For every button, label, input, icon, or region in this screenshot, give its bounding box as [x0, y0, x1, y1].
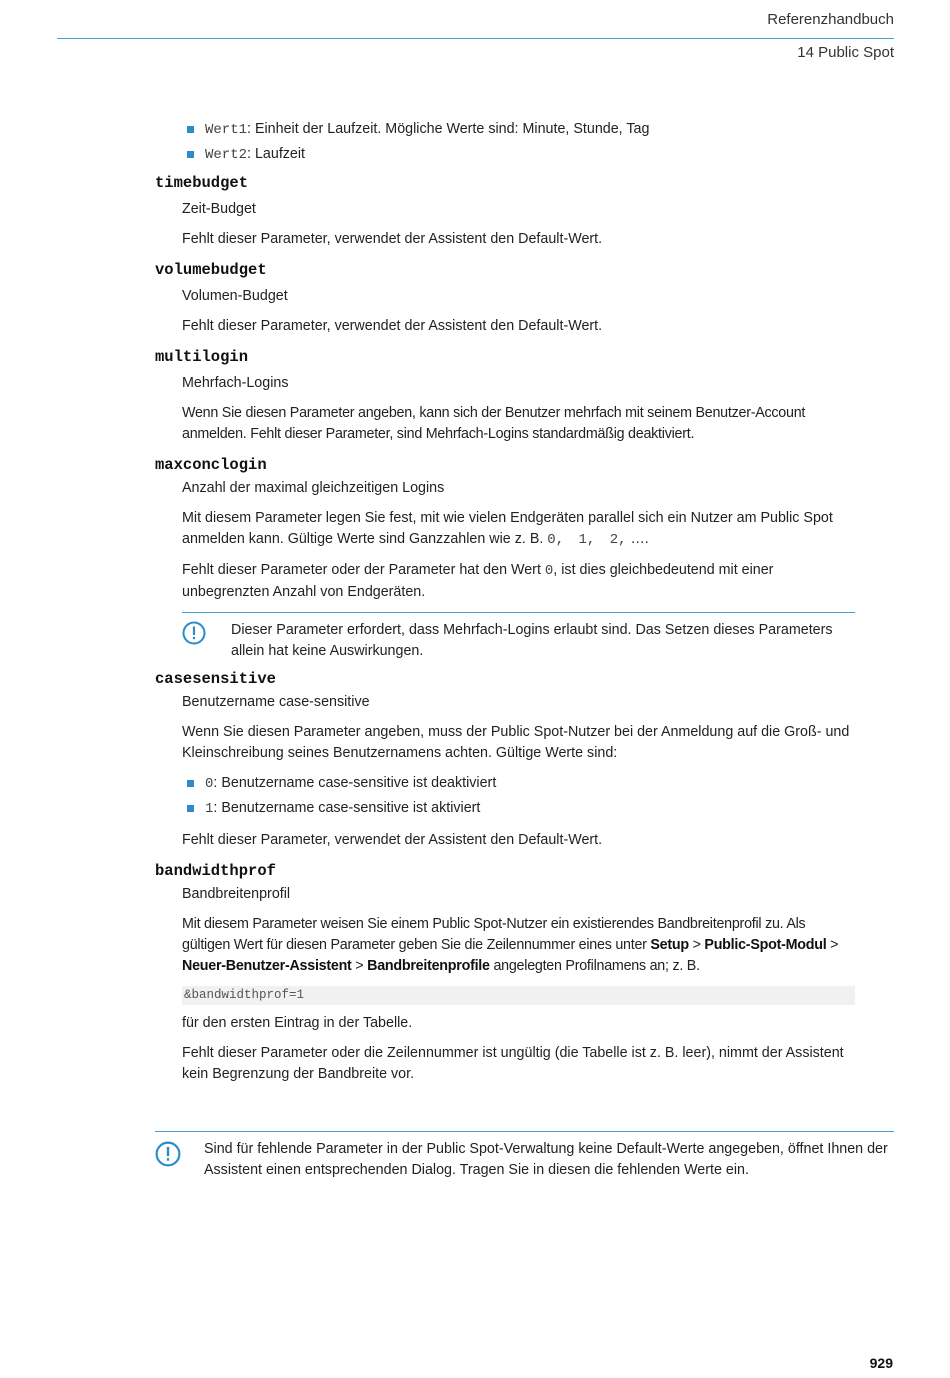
page-number: 929	[869, 1355, 893, 1371]
param-name: maxconclogin	[155, 456, 267, 474]
param-volumebudget	[155, 259, 855, 337]
param-description: Fehlt dieser Parameter, verwendet der Assistent den Default-Wert.	[182, 231, 603, 247]
param-name: multilogin	[155, 348, 249, 366]
param-description: Mit diesem Parameter weisen Sie einem Public Spot-Nutzer ein existierendes Bandbreitenprofil zu. Als gültigen Wert für diesen Parameter geben Sie die Zeilennummer eines unter Setup > Public-Spot-Modul > Neuer-Benutzer-Assistent > Bandbreitenprofile angelegten Profilnamens an; z. B.	[182, 916, 839, 974]
param-name: timebudget	[155, 174, 249, 192]
list-item: 0: Benutzername case-sensitive ist deaktiviert	[187, 773, 855, 795]
param-multilogin	[155, 346, 855, 445]
note-box	[182, 612, 855, 662]
param-label: Mehrfach-Logins	[182, 375, 289, 391]
param-description: Wenn Sie diesen Parameter angeben, kann sich der Benutzer mehrfach mit seinem Benutzer-Account anmelden. Fehlt dieser Parameter, sind Mehrfach-Logins standardmäßig deaktiviert.	[182, 405, 806, 442]
list-item: Wert1: Einheit der Laufzeit. Mögliche Werte sind: Minute, Stunde, Tag	[187, 119, 855, 141]
param-label: Anzahl der maximal gleichzeitigen Logins	[182, 480, 445, 496]
list-item: 1: Benutzername case-sensitive ist aktiviert	[187, 798, 855, 820]
code-example: &bandwidthprof=1	[182, 986, 855, 1005]
note-text: Sind für fehlende Parameter in der Public Spot-Verwaltung keine Default-Werte angegeben, öffnet Ihnen der Assistent einen entsprechenden Dialog. Tragen Sie in diesen die fehlenden Werte ein.	[204, 1141, 888, 1178]
note-box	[155, 1131, 894, 1181]
menu-path-public-spot-modul: Public-Spot-Modul	[704, 937, 827, 953]
bullet-square-icon	[187, 805, 194, 812]
param-description: Fehlt dieser Parameter oder der Parameter hat den Wert 0, ist dies gleichbedeutend mit einer unbegrenzten Anzahl von Endgeräten.	[182, 562, 774, 600]
param-maxconclogin	[155, 454, 855, 662]
menu-path-bandbreitenprofile: Bandbreitenprofile	[367, 958, 490, 974]
param-description: Fehlt dieser Parameter, verwendet der Assistent den Default-Wert.	[182, 318, 603, 334]
chapter-title: 14 Public Spot	[797, 44, 894, 61]
note-text: Dieser Parameter erfordert, dass Mehrfach-Logins erlaubt sind. Das Setzen dieses Parameters allein hat keine Auswirkungen.	[231, 622, 833, 659]
param-label: Volumen-Budget	[182, 288, 288, 304]
menu-path-setup: Setup	[650, 937, 689, 953]
param-description: Wenn Sie diesen Parameter angeben, muss der Public Spot-Nutzer bei der Anmeldung auf die Groß- und Kleinschreibung seines Benutzernamens achten. Gültige Werte sind:	[182, 724, 850, 761]
param-casesensitive	[155, 668, 855, 851]
menu-path-neuer-benutzer-assistent: Neuer-Benutzer-Assistent	[182, 958, 352, 974]
bullet-square-icon	[187, 780, 194, 787]
list-item: Wert2: Laufzeit	[187, 144, 855, 166]
param-name: volumebudget	[155, 261, 267, 279]
param-timebudget	[155, 172, 855, 250]
param-name: bandwidthprof	[155, 862, 276, 880]
intro-bullet-list	[187, 119, 855, 166]
value-list	[187, 773, 855, 820]
param-label: Zeit-Budget	[182, 201, 256, 217]
param-bandwidthprof	[155, 860, 855, 1085]
exclamation-circle-icon	[182, 621, 206, 645]
param-description: Mit diesem Parameter legen Sie fest, mit wie vielen Endgeräten parallel sich ein Nutzer am Public Spot anmelden kann. Gültige Werte sind Ganzzahlen wie z. B. 0, 1, 2, ….	[182, 510, 833, 548]
footnote-note	[155, 1131, 894, 1187]
param-description: Fehlt dieser Parameter, verwendet der Assistent den Default-Wert.	[182, 832, 603, 848]
bullet-square-icon	[187, 151, 194, 158]
param-description: für den ersten Eintrag in der Tabelle.	[182, 1015, 413, 1031]
bullet-square-icon	[187, 126, 194, 133]
handbook-title: Referenzhandbuch	[767, 11, 894, 28]
param-label: Benutzername case-sensitive	[182, 694, 370, 710]
param-description: Fehlt dieser Parameter oder die Zeilennummer ist ungültig (die Tabelle ist z. B. leer), nimmt der Assistent kein Begrenzung der Bandbreite vor.	[182, 1045, 844, 1082]
exclamation-circle-icon	[155, 1141, 179, 1165]
header-rule	[57, 38, 894, 39]
main-content	[155, 119, 855, 1094]
page-header	[57, 0, 894, 68]
param-name: casesensitive	[155, 670, 276, 688]
param-label: Bandbreitenprofil	[182, 886, 291, 902]
